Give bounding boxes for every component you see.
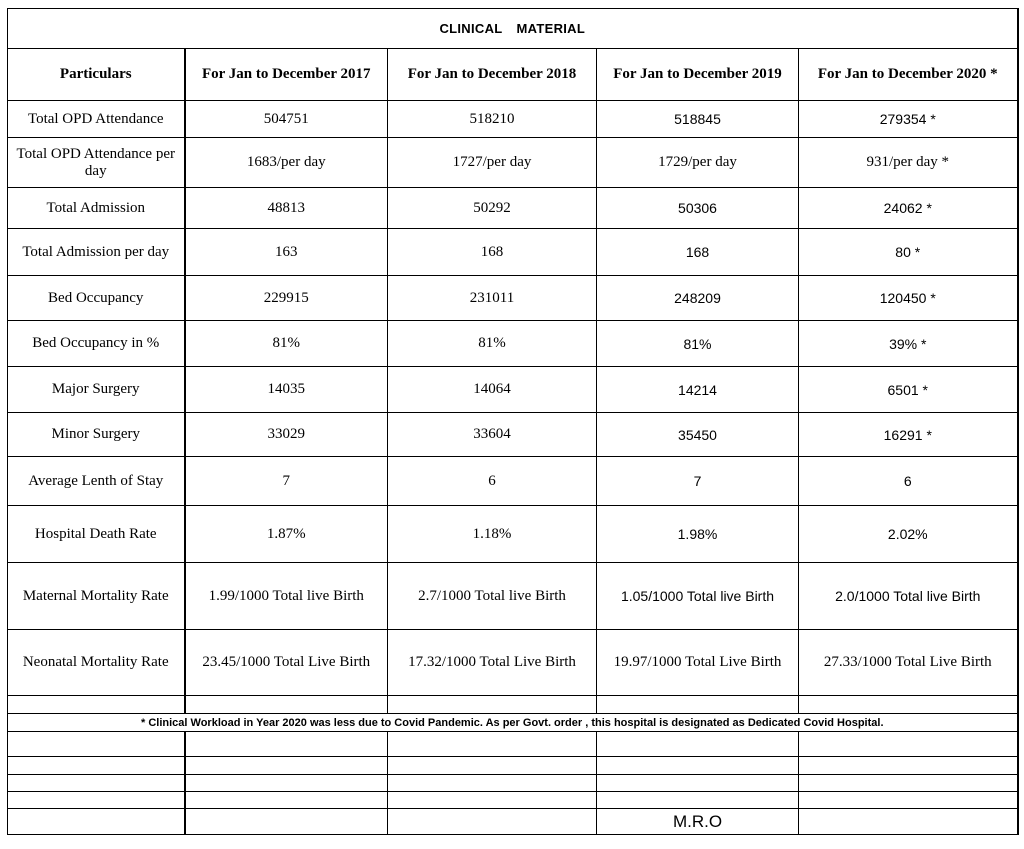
row-label: Total OPD Attendance per day <box>8 138 185 188</box>
table-row <box>8 229 1018 276</box>
row-label: Minor Surgery <box>8 413 185 457</box>
table-row <box>8 457 1018 506</box>
cell-2020: 16291 * <box>799 413 1018 457</box>
table-row <box>8 188 1018 229</box>
cell-2017: 23.45/1000 Total Live Birth <box>185 630 388 696</box>
row-label: Average Lenth of Stay <box>8 457 185 506</box>
row-label: Total OPD Attendance <box>8 101 185 138</box>
table-title <box>8 9 1018 49</box>
table-row <box>8 506 1018 563</box>
table-row <box>8 413 1018 457</box>
header-row <box>8 49 1018 101</box>
cell-2019: 1729/per day <box>597 138 799 188</box>
cell-2017: 7 <box>185 457 388 506</box>
clinical-material-table <box>7 8 1019 835</box>
cell-2017: 81% <box>185 321 388 367</box>
cell-2019: 50306 <box>597 188 799 229</box>
cell-2017: 48813 <box>185 188 388 229</box>
row-label: Major Surgery <box>8 367 185 413</box>
cell-2018: 6 <box>388 457 597 506</box>
footnote: * Clinical Workload in Year 2020 was less due to Covid Pandemic. As per Govt. order , this hospital is designated as Dedicated Covid Hospital. <box>8 714 1018 732</box>
cell-2020: 2.0/1000 Total live Birth <box>799 563 1018 630</box>
title-word-2: MATERIAL <box>516 21 586 36</box>
empty-row <box>8 696 1018 714</box>
cell-2018: 14064 <box>388 367 597 413</box>
empty-row <box>8 757 1018 775</box>
row-label: Total Admission <box>8 188 185 229</box>
empty-row <box>8 775 1018 792</box>
row-label: Bed Occupancy in % <box>8 321 185 367</box>
row-label: Total Admission per day <box>8 229 185 276</box>
cell-2020: 24062 * <box>799 188 1018 229</box>
header-2018: For Jan to December 2018 <box>388 49 597 101</box>
cell-2017: 1.99/1000 Total live Birth <box>185 563 388 630</box>
cell-2017: 1.87% <box>185 506 388 563</box>
cell-2019: 1.98% <box>597 506 799 563</box>
table-row <box>8 138 1018 188</box>
row-label: Hospital Death Rate <box>8 506 185 563</box>
cell-2020: 279354 * <box>799 101 1018 138</box>
signature-row <box>8 809 1018 835</box>
cell-2018: 518210 <box>388 101 597 138</box>
cell-2020: 80 * <box>799 229 1018 276</box>
cell-2019: 248209 <box>597 276 799 321</box>
cell-2018: 231011 <box>388 276 597 321</box>
cell-2020: 6 <box>799 457 1018 506</box>
row-label: Neonatal Mortality Rate <box>8 630 185 696</box>
title-row <box>8 9 1018 49</box>
cell-2020: 120450 * <box>799 276 1018 321</box>
cell-2020: 39% * <box>799 321 1018 367</box>
empty-row <box>8 732 1018 757</box>
cell-2018: 168 <box>388 229 597 276</box>
row-label: Maternal Mortality Rate <box>8 563 185 630</box>
cell-2017: 229915 <box>185 276 388 321</box>
table-row <box>8 563 1018 630</box>
cell-2019: 35450 <box>597 413 799 457</box>
cell-2018: 1.18% <box>388 506 597 563</box>
cell-2017: 33029 <box>185 413 388 457</box>
footnote-row <box>8 714 1018 732</box>
cell-2018: 33604 <box>388 413 597 457</box>
title-word-1: CLINICAL <box>439 21 503 36</box>
cell-2019: 518845 <box>597 101 799 138</box>
header-2020: For Jan to December 2020 * <box>799 49 1018 101</box>
cell-2019: 1.05/1000 Total live Birth <box>597 563 799 630</box>
cell-2017: 504751 <box>185 101 388 138</box>
header-2019: For Jan to December 2019 <box>597 49 799 101</box>
cell-2017: 1683/per day <box>185 138 388 188</box>
cell-2017: 163 <box>185 229 388 276</box>
cell-2020: 931/per day * <box>799 138 1018 188</box>
table-row <box>8 630 1018 696</box>
cell-2018: 81% <box>388 321 597 367</box>
cell-2019: 14214 <box>597 367 799 413</box>
cell-2018: 1727/per day <box>388 138 597 188</box>
header-particulars: Particulars <box>8 49 185 101</box>
table-row <box>8 276 1018 321</box>
cell-2019: 168 <box>597 229 799 276</box>
header-2017: For Jan to December 2017 <box>185 49 388 101</box>
table-row <box>8 101 1018 138</box>
cell-2017: 14035 <box>185 367 388 413</box>
row-label: Bed Occupancy <box>8 276 185 321</box>
cell-2019: 19.97/1000 Total Live Birth <box>597 630 799 696</box>
cell-2018: 2.7/1000 Total live Birth <box>388 563 597 630</box>
cell-2020: 2.02% <box>799 506 1018 563</box>
table-row <box>8 321 1018 367</box>
cell-2018: 17.32/1000 Total Live Birth <box>388 630 597 696</box>
cell-2020: 6501 * <box>799 367 1018 413</box>
cell-2019: 81% <box>597 321 799 367</box>
cell-2018: 50292 <box>388 188 597 229</box>
empty-row <box>8 792 1018 809</box>
cell-2019: 7 <box>597 457 799 506</box>
cell-2020: 27.33/1000 Total Live Birth <box>799 630 1018 696</box>
table-row <box>8 367 1018 413</box>
signature-mro: M.R.O <box>597 809 799 835</box>
